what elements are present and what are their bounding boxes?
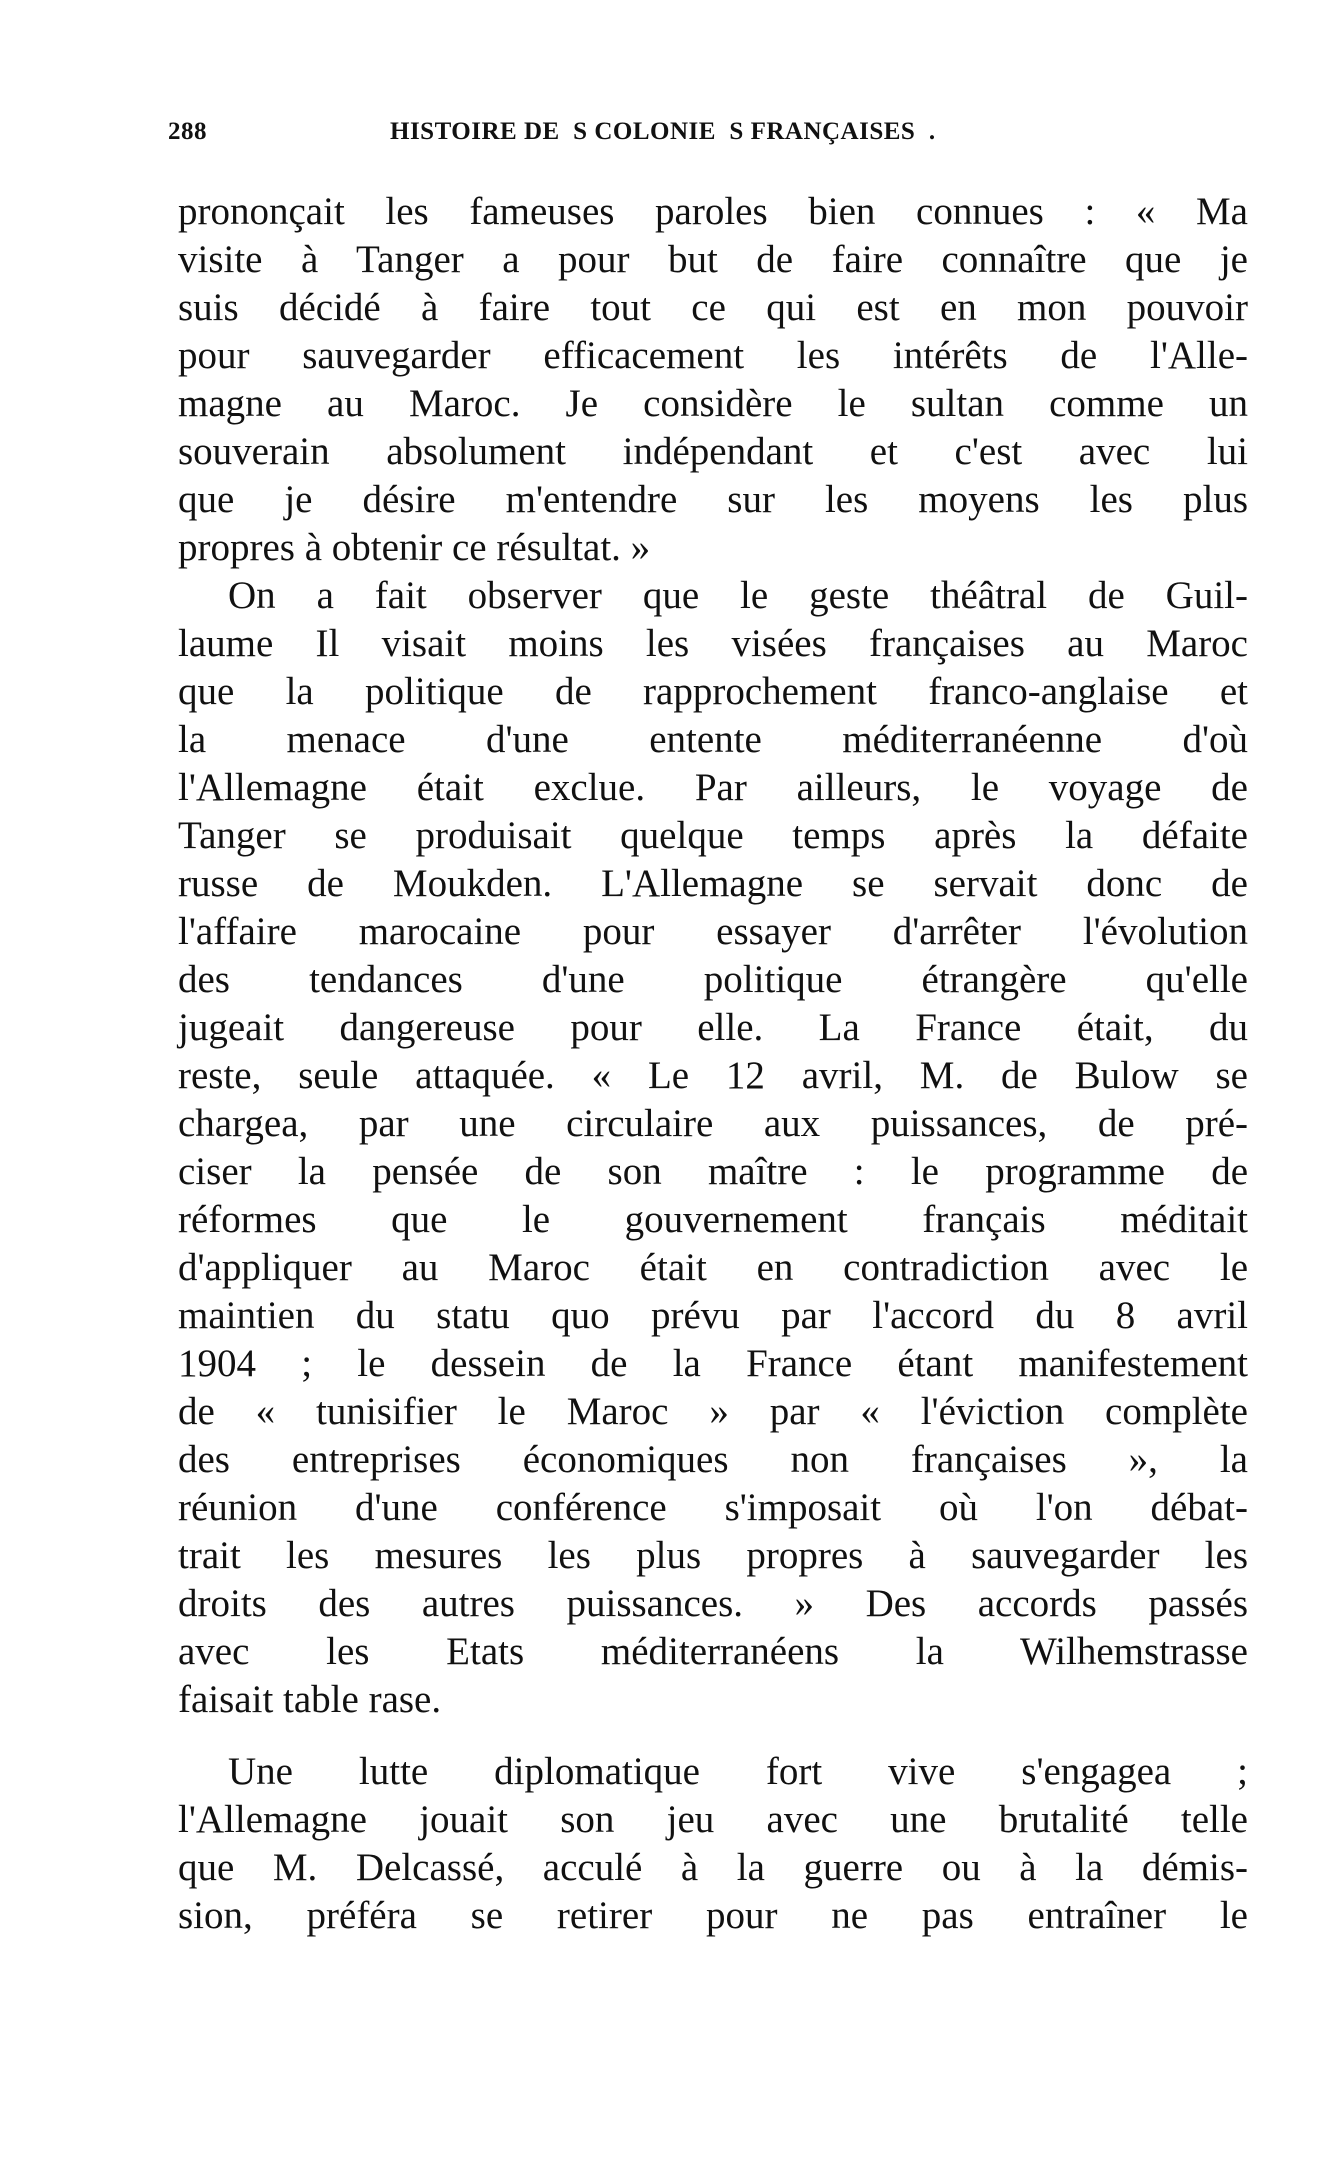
text-line: suis décidé à faire tout ce qui est en mon pouvoir [178, 286, 1248, 329]
text-line: des tendances d'une politique étrangère qu'elle [178, 958, 1248, 1001]
page-number: 288 [168, 118, 207, 145]
text-line: souverain absolument indépendant et c'est avec lui [178, 430, 1248, 473]
text-line: pour sauvegarder efficacement les intérêts de l'Alle- [178, 334, 1248, 377]
text-line: droits des autres puissances. » Des accords passés [178, 1582, 1248, 1625]
text-line: magne au Maroc. Je considère le sultan comme un [178, 382, 1248, 425]
text-line: d'appliquer au Maroc était en contradiction avec le [178, 1246, 1248, 1289]
text-line: ciser la pensée de son maître : le programme de [178, 1150, 1248, 1193]
text-line: maintien du statu quo prévu par l'accord du 8 avril [178, 1294, 1248, 1337]
text-line: reste, seule attaquée. « Le 12 avril, M. de Bulow se [178, 1054, 1248, 1097]
text-line: l'Allemagne était exclue. Par ailleurs, le voyage de [178, 766, 1248, 809]
text-line: avec les Etats méditerranéens la Wilhemstrasse [178, 1630, 1248, 1673]
text-line: 1904 ; le dessein de la France étant manifestement [178, 1342, 1248, 1385]
text-line: l'Allemagne jouait son jeu avec une brutalité telle [178, 1798, 1248, 1841]
text-line: On a fait observer que le geste théâtral de Guil- [228, 574, 1248, 617]
text-line: russe de Moukden. L'Allemagne se servait donc de [178, 862, 1248, 905]
text-line: des entreprises économiques non françaises », la [178, 1438, 1248, 1481]
text-line: jugeait dangereuse pour elle. La France était, du [178, 1006, 1248, 1049]
text-line: que M. Delcassé, acculé à la guerre ou à la démis- [178, 1846, 1248, 1889]
text-line: de « tunisifier le Maroc » par « l'éviction complète [178, 1390, 1248, 1433]
text-line: prononçait les fameuses paroles bien connues : « Ma [178, 190, 1248, 233]
text-line: que la politique de rapprochement franco-anglaise et [178, 670, 1248, 713]
text-line: la menace d'une entente méditerranéenne d'où [178, 718, 1248, 761]
paragraph-gap [178, 1724, 1248, 1748]
text-line: sion, préféra se retirer pour ne pas entraîner le [178, 1894, 1248, 1937]
page-header [168, 118, 1238, 158]
body-text [178, 188, 1248, 1940]
text-line: faisait table rase. [178, 1678, 442, 1721]
running-title: HISTOIRE DE S COLONIE S FRANÇAISES . [390, 118, 936, 145]
text-line: laume Il visait moins les visées françaises au Maroc [178, 622, 1248, 665]
text-line: Une lutte diplomatique fort vive s'engagea ; [228, 1750, 1248, 1793]
text-line: propres à obtenir ce résultat. » [178, 526, 651, 569]
text-line: trait les mesures les plus propres à sauvegarder les [178, 1534, 1248, 1577]
text-line: l'affaire marocaine pour essayer d'arrêter l'évolution [178, 910, 1248, 953]
text-line: visite à Tanger a pour but de faire connaître que je [178, 238, 1248, 281]
text-line: que je désire m'entendre sur les moyens les plus [178, 478, 1248, 521]
text-line: réformes que le gouvernement français méditait [178, 1198, 1248, 1241]
text-line: réunion d'une conférence s'imposait où l'on débat- [178, 1486, 1248, 1529]
text-line: chargea, par une circulaire aux puissances, de pré- [178, 1102, 1248, 1145]
text-line: Tanger se produisait quelque temps après la défaite [178, 814, 1248, 857]
